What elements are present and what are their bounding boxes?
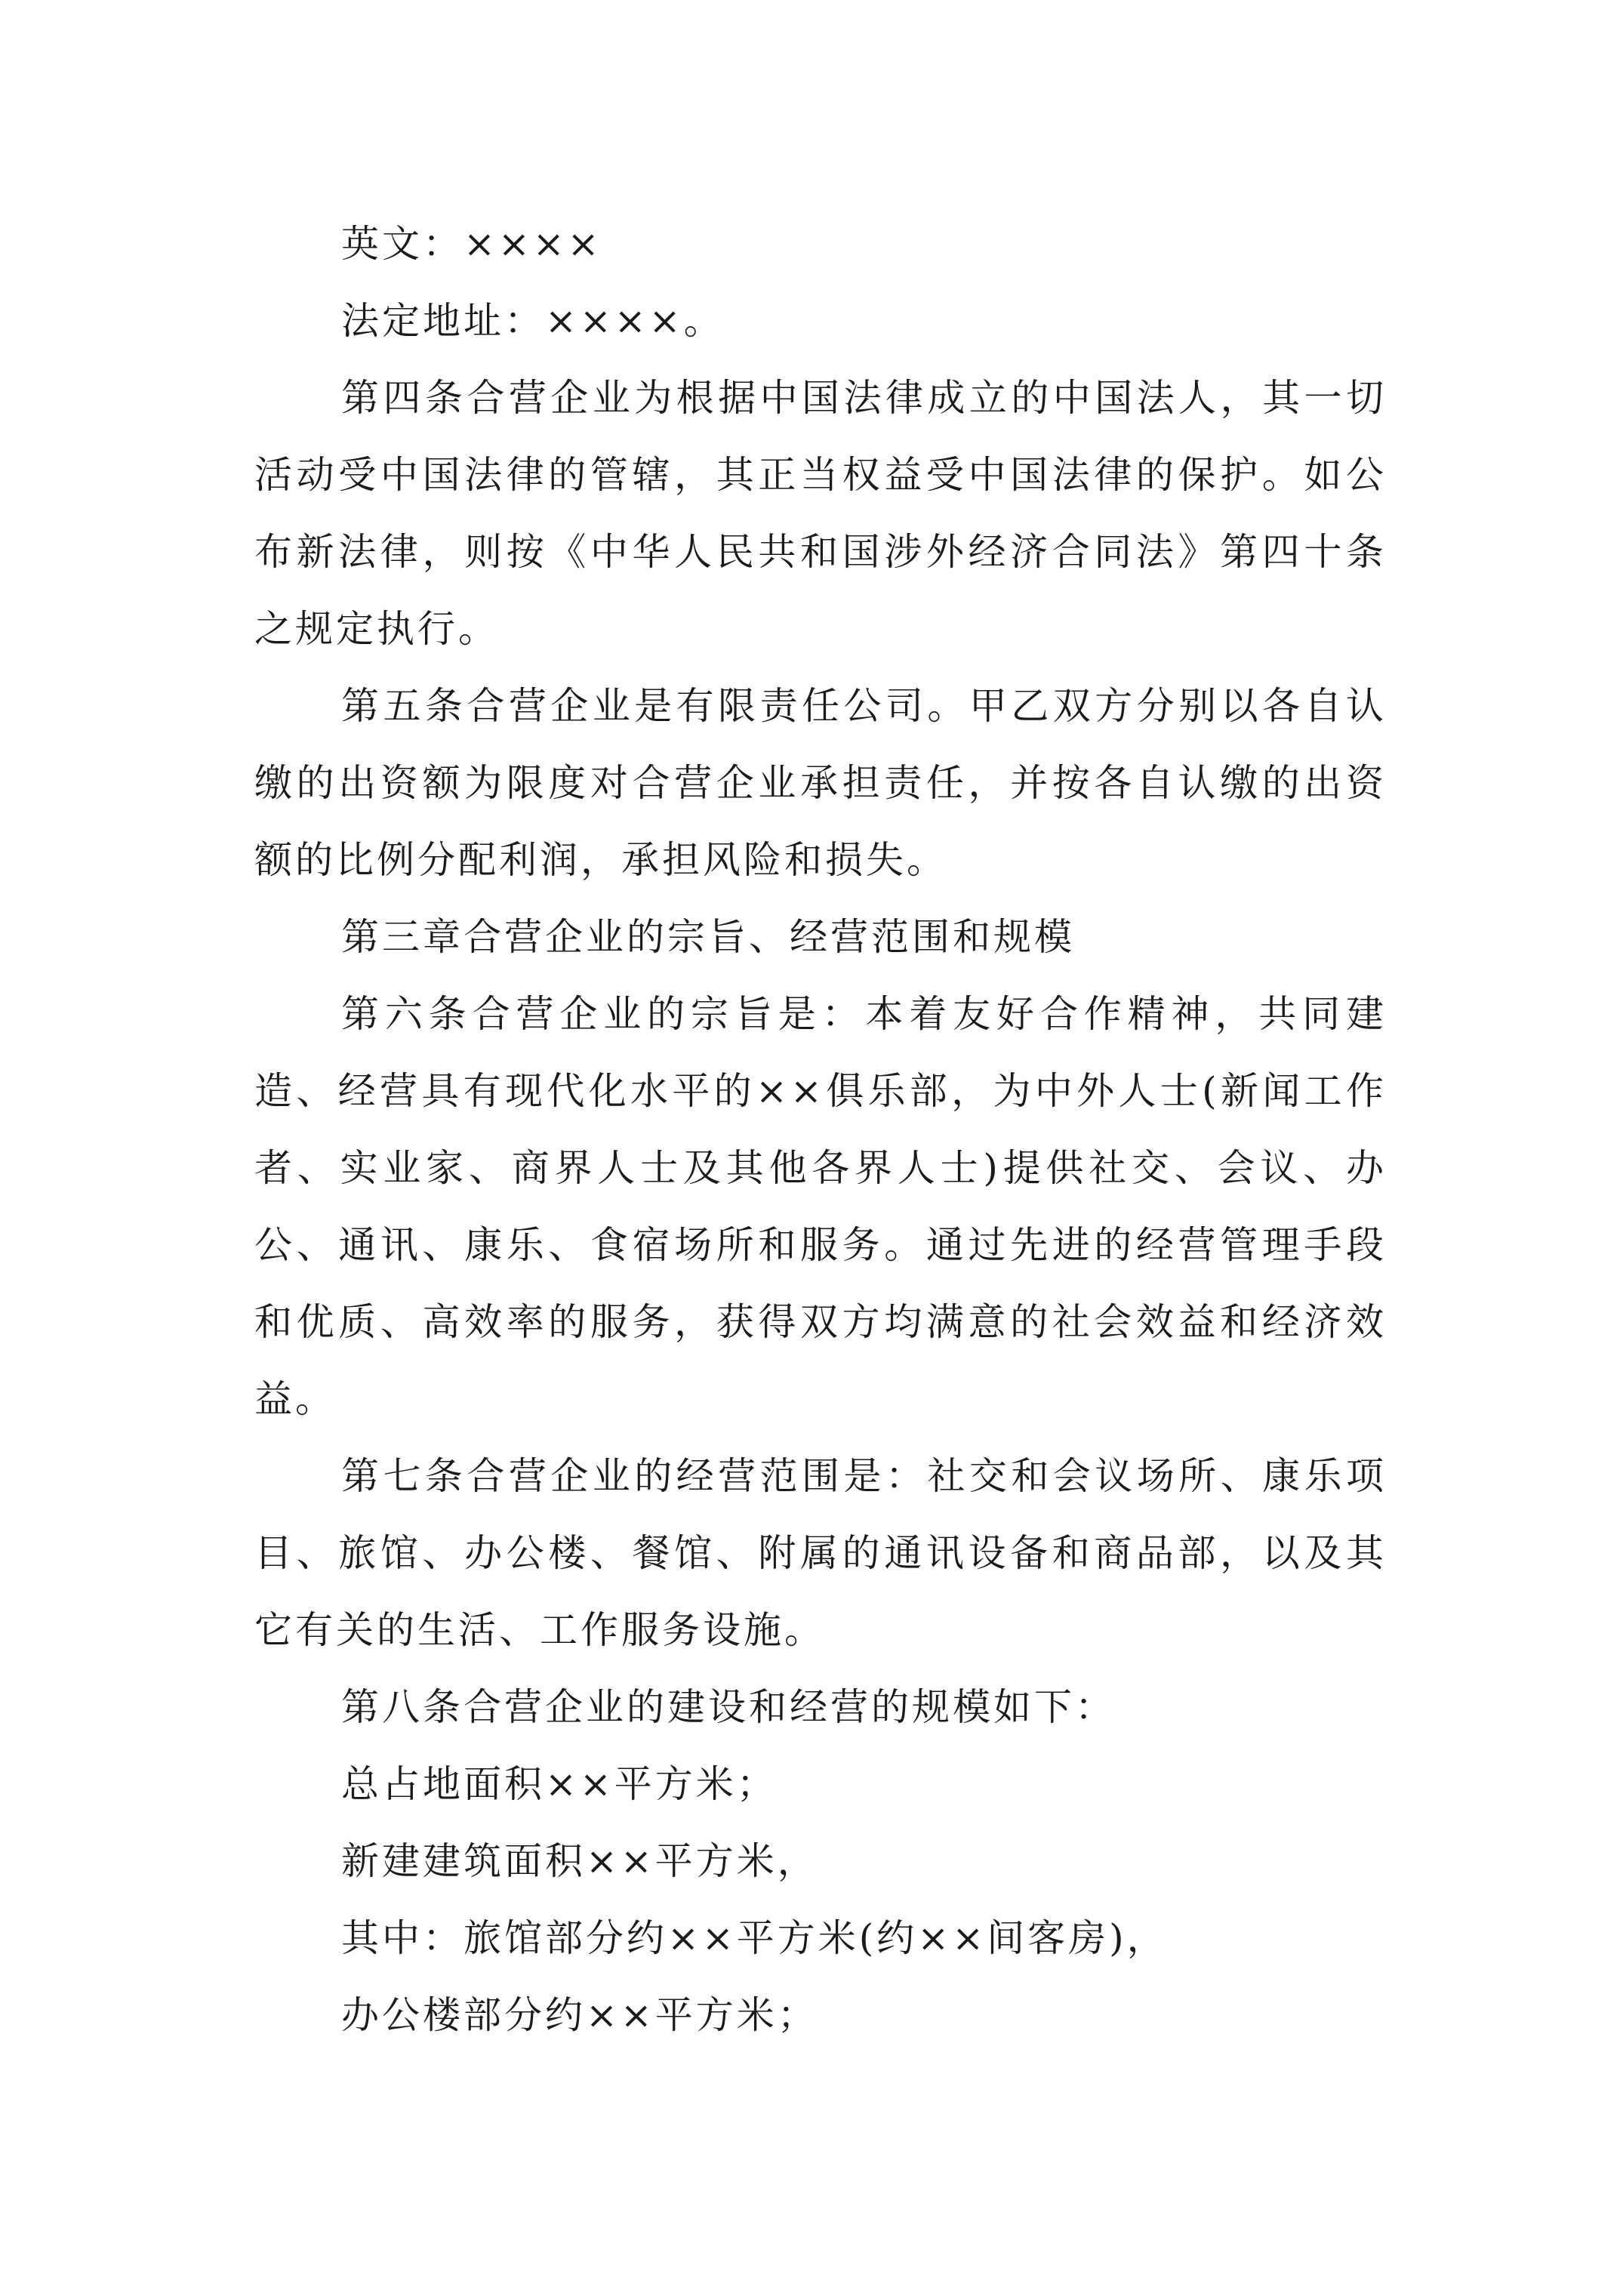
paragraph-office-area: 办公楼部分约××平方米； <box>341 1993 818 2037</box>
paragraph-new-building-area: 新建建筑面积××平方米， <box>341 1839 818 1883</box>
paragraph-article-4: 第四条合营企业为根据中国法律成立的中国法人，其一切活动受中国法律的管辖，其正当权益受中国法律的保护。如公布新法律，则按《中华人民共和国涉外经济合同法》第四十条之规定执行。 <box>254 376 1387 651</box>
paragraph-article-5: 第五条合营企业是有限责任公司。甲乙双方分别以各自认缴的出资额为限度对合营企业承担责任，并按各自认缴的出资额的比例分配利润，承担风险和损失。 <box>254 684 1387 882</box>
paragraph-article-7: 第七条合营企业的经营范围是：社交和会议场所、康乐项目、旅馆、办公楼、餐馆、附属的通讯设备和商品部，以及其它有关的生活、工作服务设施。 <box>254 1454 1387 1652</box>
paragraph-total-land-area: 总占地面积××平方米； <box>341 1762 778 1806</box>
document-body <box>254 205 1387 2054</box>
chapter-3-heading: 第三章合营企业的宗旨、经营范围和规模 <box>341 915 1075 959</box>
paragraph-english-name: 英文：×××× <box>341 222 602 266</box>
paragraph-article-6: 第六条合营企业的宗旨是：本着友好合作精神，共同建造、经营具有现代化水平的××俱乐部，为中外人士(新闻工作者、实业家、商界人士及其他各界人士)提供社交、会议、办公、通讯、康乐、食宿场所和服务。通过先进的经营管理手段和优质、高效率的服务，获得双方均满意的社会效益和经济效益。 <box>254 992 1387 1421</box>
paragraph-article-8: 第八条合营企业的建设和经营的规模如下： <box>341 1685 1116 1729</box>
paragraph-hotel-area: 其中：旅馆部分约××平方米(约××间客房)， <box>341 1916 1168 1960</box>
paragraph-legal-address: 法定地址：××××。 <box>341 299 725 343</box>
